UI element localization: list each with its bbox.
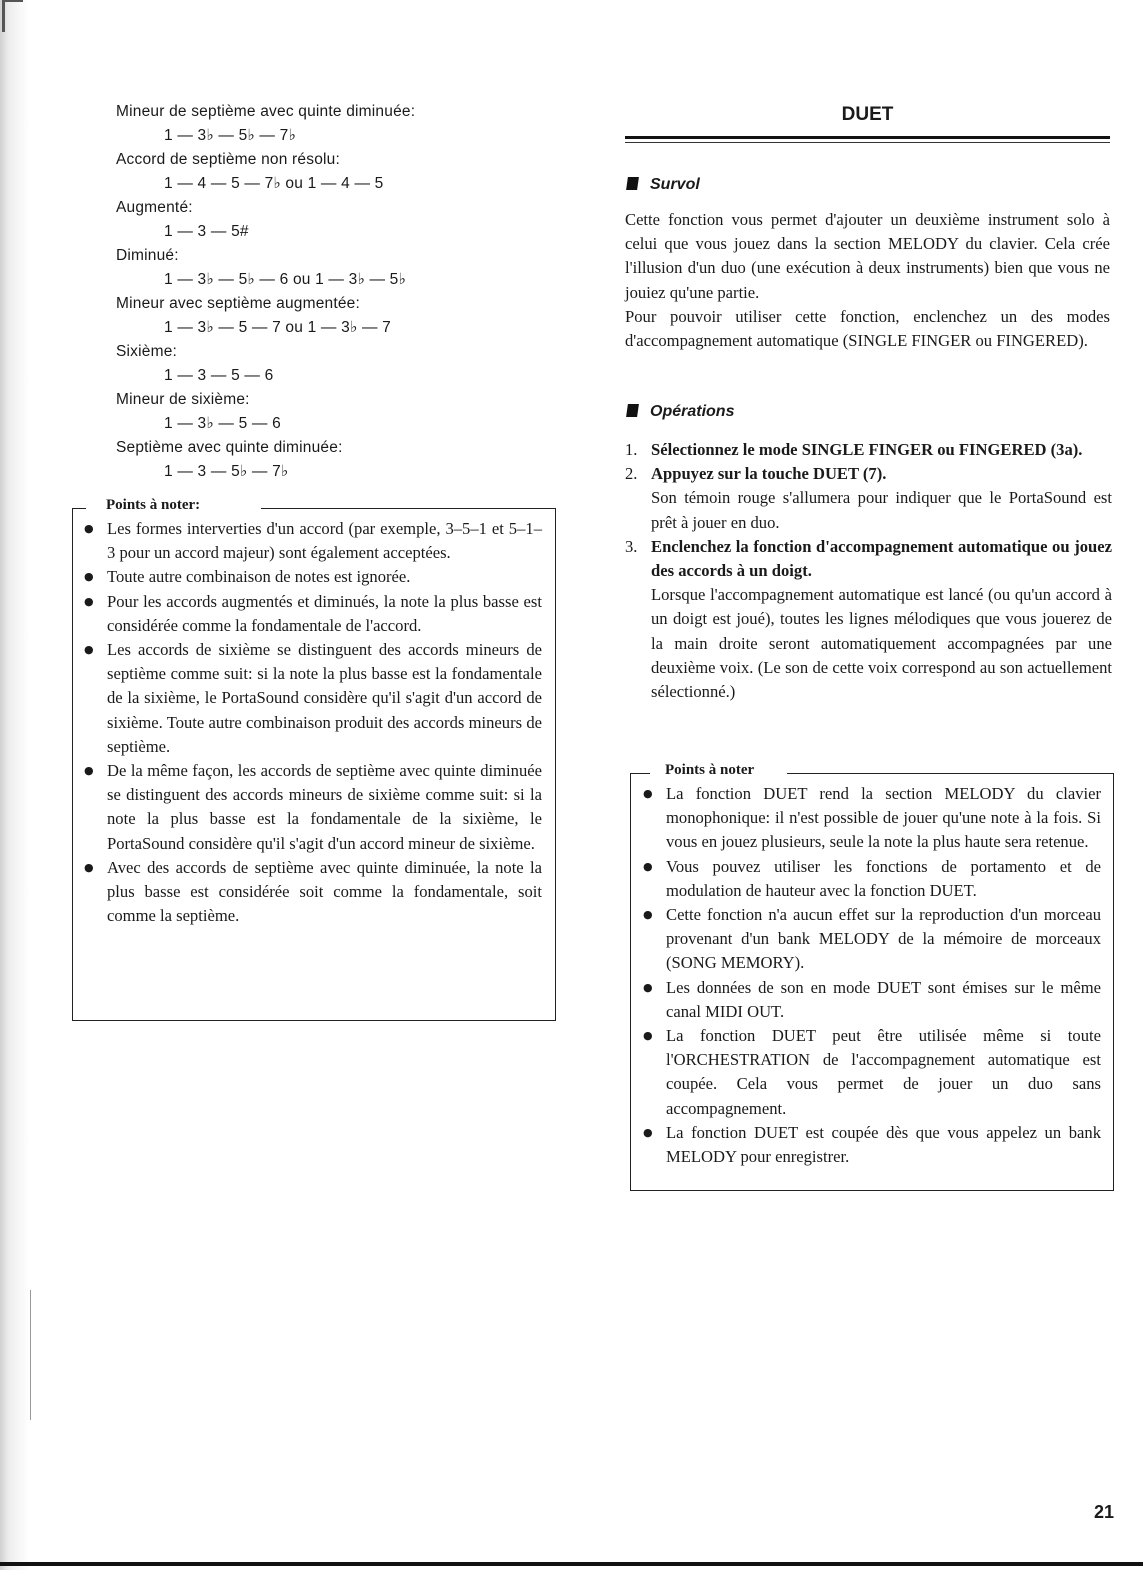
chord-name: Sixième: [116, 343, 178, 360]
list-item: ● Avec des accords de septième avec quinte diminuée, la note la plus basse est considérée soit comme la fondamentale, soit comme la septième. [84, 856, 542, 929]
step-number: 2. [625, 464, 638, 484]
scan-edge [0, 0, 30, 1570]
chord-formula: 1 — 3♭ — 5♭ — 6 ou 1 — 3♭ — 5♭ [164, 271, 407, 288]
survol-heading: Survol [650, 176, 700, 193]
survol-text [625, 208, 1110, 353]
survol-paragraph: Cette fonction vous permet d'ajouter un deuxième instrument solo à celui que vous jouez dans la section MELODY du clavier. Cela crée l'illusion d'un duo (une exécution à deux instruments) bien que vous ne jouiez qu'une partie. [625, 210, 1110, 302]
survol-paragraph: Pour pouvoir utiliser cette fonction, enclenchez un des modes d'accompagnement automatique (SINGLE FINGER ou FINGERED). [625, 306, 1110, 351]
chord-formula: 1 — 3♭ — 5♭ — 7♭ [164, 127, 296, 144]
title-rule [625, 136, 1110, 139]
notes-list-right [643, 782, 1101, 1169]
notes-list-left [84, 517, 542, 928]
chord-formula: 1 — 3♭ — 5 — 7 ou 1 — 3♭ — 7 [164, 319, 391, 336]
bottom-edge-line [0, 1562, 1143, 1566]
chord-list [116, 100, 536, 484]
step-title: Sélectionnez le mode SINGLE FINGER ou FINGERED (3a). [651, 440, 1083, 459]
chord-name: Mineur de septième avec quinte diminuée: [116, 103, 416, 120]
step-item [625, 535, 1112, 704]
chord-formula: 1 — 3♭ — 5 — 6 [164, 415, 281, 432]
list-item: ● Les formes interverties d'un accord (par exemple, 3–5–1 et 5–1–3 pour un accord majeur) sont également acceptées. [84, 517, 542, 565]
section-heading-operations [627, 403, 734, 421]
step-item [625, 438, 1112, 462]
list-item: ● La fonction DUET rend la section MELODY du clavier monophonique: il n'est possible de jouer qu'une note à la fois. Si vous en jouez plusieurs, seule la note la plus haute sera retenue. [643, 782, 1101, 855]
section-heading-survol [627, 176, 700, 194]
chord-name: Mineur de sixième: [116, 391, 250, 408]
list-item: ● La fonction DUET est coupée dès que vous appelez un bank MELODY pour enregistrer. [643, 1121, 1101, 1169]
list-item: ● Les accords de sixième se distinguent des accords mineurs de septième comme suit: si la note la plus basse est la fondamentale de la sixième, le PortaSound considère qu'il s'agit d'un accord de sixième. Toute autre combinaison produit des accords mineurs de septième. [84, 638, 542, 759]
step-item [625, 462, 1112, 535]
chord-formula: 1 — 3 — 5 — 6 [164, 367, 274, 384]
step-title: Enclenchez la fonction d'accompagnement automatique ou jouez des accords à un doigt. [651, 536, 1112, 581]
square-bullet-icon [626, 404, 639, 417]
chord-name: Augmenté: [116, 199, 193, 216]
margin-line [30, 1290, 31, 1420]
page-number: 21 [1094, 1502, 1115, 1522]
list-item: ● Toute autre combinaison de notes est ignorée. [84, 565, 542, 589]
title-rule-thin [625, 142, 1110, 143]
list-item: ● Vous pouvez utiliser les fonctions de portamento et de modulation de hauteur avec la fonction DUET. [643, 855, 1101, 903]
chord-name: Septième avec quinte diminuée: [116, 439, 343, 456]
operations-heading: Opérations [650, 403, 735, 420]
list-item: ● Les données de son en mode DUET sont émises sur le même canal MIDI OUT. [643, 976, 1101, 1024]
notes-title-left: Points à noter: [106, 497, 201, 513]
chord-name: Accord de septième non résolu: [116, 151, 340, 168]
step-number: 3. [625, 536, 638, 556]
chord-formula: 1 — 3 — 5♭ — 7♭ [164, 463, 289, 480]
page-title: DUET [841, 104, 894, 125]
list-item: ● La fonction DUET peut être utilisée même si toute l'ORCHESTRATION de l'accompagnement automatique est coupée. Cela vous permet de jouer un duo sans accompagnement. [643, 1024, 1101, 1121]
step-body: Lorsque l'accompagnement automatique est lancé (ou qu'un accord à un doigt est joué), toutes les lignes mélodiques que vous jouerez de la main droite seront automatiquement accompagnées par une deuxième voix. (Le son de cette voix correspond au son actuellement sélectionné.) [651, 585, 1112, 702]
chord-formula: 1 — 3 — 5# [164, 223, 249, 240]
list-item: ● Pour les accords augmentés et diminués, la note la plus basse est considérée comme la fondamentale de l'accord. [84, 590, 542, 638]
square-bullet-icon [626, 177, 639, 190]
chord-formula: 1 — 4 — 5 — 7♭ ou 1 — 4 — 5 [164, 175, 384, 192]
operations-steps [625, 438, 1112, 704]
chord-name: Mineur avec septième augmentée: [116, 295, 360, 312]
step-body: Son témoin rouge s'allumera pour indiquer que le PortaSound est prêt à jouer en duo. [651, 488, 1112, 532]
list-item: ● De la même façon, les accords de septième avec quinte diminuée se distinguent des accords mineurs de sixième comme suit: si la note la plus basse est la fondamentale de la sixième, le PortaSound considère qu'il s'agit d'un accord mineur de sixième. [84, 759, 542, 856]
notes-title-right: Points à noter [665, 762, 755, 778]
step-number: 1. [625, 440, 638, 459]
list-item: ● Cette fonction n'a aucun effet sur la reproduction d'un morceau provenant d'un bank MELODY de la mémoire de morceaux (SONG MEMORY). [643, 903, 1101, 976]
step-title: Appuyez sur la touche DUET (7). [651, 464, 887, 484]
chord-name: Diminué: [116, 247, 179, 264]
